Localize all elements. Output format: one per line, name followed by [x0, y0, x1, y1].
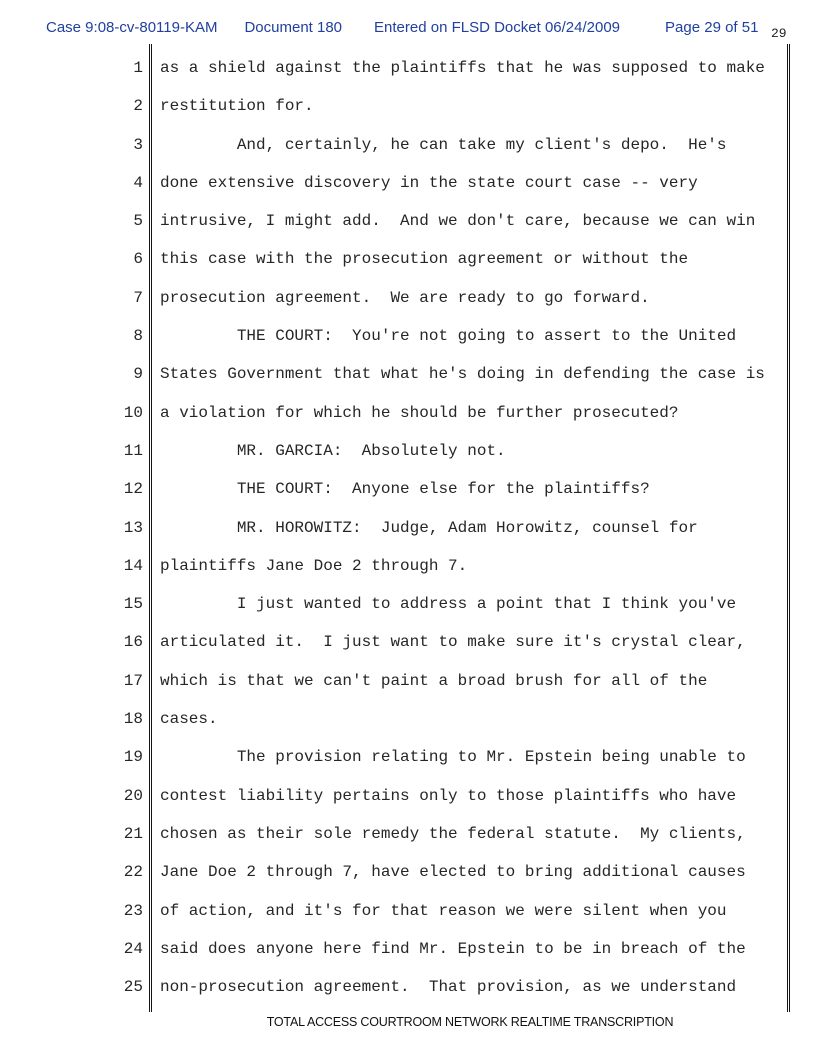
- transcript-line: [0, 968, 816, 1006]
- line-text: articulated it. I just want to make sure it's crystal clear,: [160, 633, 746, 652]
- line-text: contest liability pertains only to those plaintiffs who have: [160, 786, 737, 805]
- line-number: 5: [133, 212, 143, 231]
- line-number: 13: [123, 518, 143, 537]
- line-text: said does anyone here find Mr. Epstein to be in breach of the: [160, 939, 746, 958]
- line-number: 14: [123, 556, 143, 575]
- line-text: THE COURT: You're not going to assert to the United: [160, 327, 737, 346]
- line-text: as a shield against the plaintiffs that he was supposed to make: [160, 59, 765, 77]
- line-text: this case with the prosecution agreement or without the: [160, 250, 689, 269]
- line-number: 15: [123, 595, 143, 614]
- transcript-line: [0, 394, 816, 432]
- line-text: plaintiffs Jane Doe 2 through 7.: [160, 556, 468, 575]
- line-text: Jane Doe 2 through 7, have elected to bring additional causes: [160, 863, 746, 882]
- line-number: 18: [123, 710, 143, 729]
- transcript-line: [0, 547, 816, 585]
- transcript-body: [0, 49, 816, 1006]
- line-number: 21: [123, 824, 143, 843]
- transcript-line: [0, 87, 816, 125]
- line-number: 17: [123, 671, 143, 690]
- line-text: MR. HOROWITZ: Judge, Adam Horowitz, counsel for: [160, 518, 698, 537]
- line-number: 12: [123, 480, 143, 499]
- transcript-line: [0, 585, 816, 623]
- line-text: intrusive, I might add. And we don't care, because we can win: [160, 212, 756, 231]
- line-number: 25: [123, 978, 143, 997]
- transcript-line: [0, 930, 816, 968]
- line-text: chosen as their sole remedy the federal statute. My clients,: [160, 824, 746, 843]
- line-number: 1: [133, 59, 143, 77]
- line-number: 22: [123, 863, 143, 882]
- line-number: 11: [123, 441, 143, 460]
- transcript-line: [0, 777, 816, 815]
- line-text: of action, and it's for that reason we were silent when you: [160, 901, 727, 920]
- transcript-line: [0, 623, 816, 661]
- transcript-page-number: 29: [771, 26, 787, 41]
- transcript-line: [0, 49, 816, 87]
- transcript-line: [0, 815, 816, 853]
- case-number-label: Case 9:08-cv-80119-KAM: [46, 19, 218, 36]
- line-text: I just wanted to address a point that I think you've: [160, 595, 737, 614]
- transcript-line: [0, 126, 816, 164]
- transcript-line: [0, 470, 816, 508]
- line-number: 3: [133, 135, 143, 154]
- line-number: 8: [133, 327, 143, 346]
- line-number: 2: [133, 97, 143, 116]
- line-number: 9: [133, 365, 143, 384]
- transcript-footer: TOTAL ACCESS COURTROOM NETWORK REALTIME TRANSCRIPTION: [266, 1015, 674, 1029]
- transcript-line: [0, 509, 816, 547]
- docket-header-stamp: [46, 19, 758, 36]
- line-number: 4: [133, 173, 143, 192]
- line-number: 10: [123, 403, 143, 422]
- transcript-line: [0, 853, 816, 891]
- page-of-label: Page 29 of 51: [665, 19, 759, 36]
- document-number-label: Document 180: [244, 19, 343, 36]
- docket-entered-label: Entered on FLSD Docket 06/24/2009: [374, 19, 621, 36]
- transcript-line: [0, 164, 816, 202]
- line-number: 23: [123, 901, 143, 920]
- line-number: 24: [123, 939, 143, 958]
- line-number: 6: [133, 250, 143, 269]
- line-text: restitution for.: [160, 97, 314, 116]
- line-number: 20: [123, 786, 143, 805]
- transcript-line: [0, 240, 816, 278]
- line-text: a violation for which he should be further prosecuted?: [160, 403, 679, 422]
- transcript-line: [0, 202, 816, 240]
- transcript-line: [0, 279, 816, 317]
- transcript-line: [0, 700, 816, 738]
- line-text: cases.: [160, 710, 218, 729]
- line-text: which is that we can't paint a broad brush for all of the: [160, 671, 708, 690]
- line-text: non-prosecution agreement. That provision, as we understand: [160, 978, 737, 997]
- line-text: prosecution agreement. We are ready to go forward.: [160, 288, 650, 307]
- transcript-line: [0, 317, 816, 355]
- line-text: THE COURT: Anyone else for the plaintiffs?: [160, 480, 650, 499]
- line-text: done extensive discovery in the state court case -- very: [160, 173, 698, 192]
- line-number: 16: [123, 633, 143, 652]
- line-number: 19: [123, 748, 143, 767]
- transcript-line: [0, 738, 816, 776]
- transcript-line: [0, 355, 816, 393]
- line-text: States Government that what he's doing in defending the case is: [160, 365, 765, 384]
- transcript-line: [0, 432, 816, 470]
- transcript-line: [0, 662, 816, 700]
- line-text: The provision relating to Mr. Epstein being unable to: [160, 748, 746, 767]
- line-text: MR. GARCIA: Absolutely not.: [160, 441, 506, 460]
- line-number: 7: [133, 288, 143, 307]
- transcript-line: [0, 892, 816, 930]
- line-text: And, certainly, he can take my client's depo. He's: [160, 135, 727, 154]
